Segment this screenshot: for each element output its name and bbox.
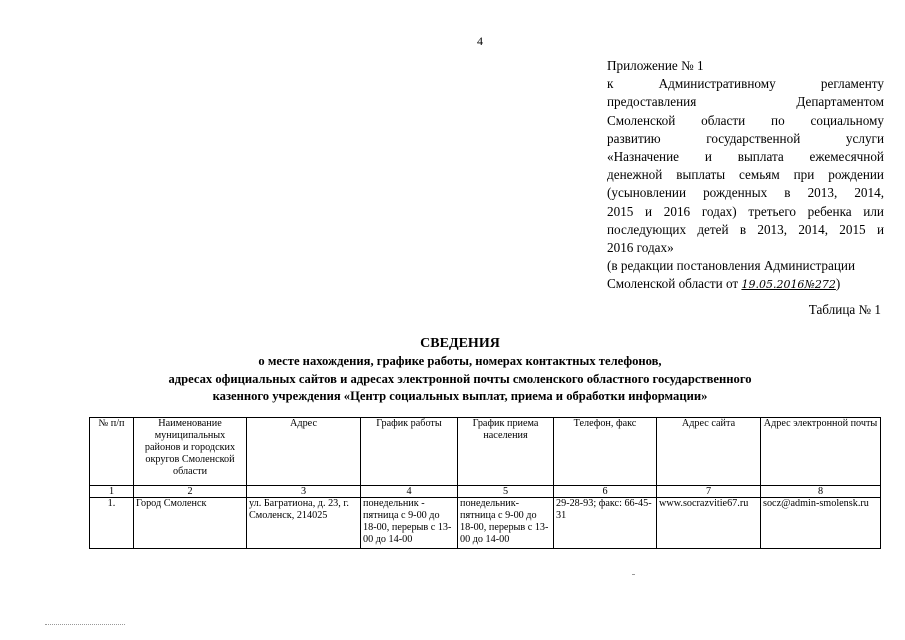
table-label: Таблица № 1	[808, 302, 881, 317]
signature-date: 19.05.2016	[741, 278, 805, 292]
appendix-line-suffix: )	[835, 276, 841, 292]
subtitle-line: казенного учреждения «Центр социальных выплат, приема и обработки информации»	[212, 389, 708, 403]
header-cell: График приема населения	[458, 418, 554, 486]
scan-dotted-line	[45, 624, 125, 625]
appendix-block	[607, 57, 884, 295]
column-number-row	[90, 486, 881, 498]
appendix-line: к Административному регламенту	[607, 76, 884, 92]
subtitle-line: о месте нахождения, графике работы, номерах контактных телефонов,	[258, 354, 662, 368]
header-cell: Адрес	[247, 418, 361, 486]
column-number: 7	[657, 486, 761, 498]
table-header-row	[90, 418, 881, 486]
appendix-last-line	[607, 275, 884, 294]
subtitle	[40, 353, 880, 406]
table-row	[90, 498, 881, 549]
header-cell: Адрес сайта	[657, 418, 761, 486]
column-number: 8	[761, 486, 881, 498]
address-cell: ул. Багратиона, д. 23, г. Смоленск, 214025	[247, 498, 361, 549]
info-table	[89, 417, 881, 549]
appendix-line: последующих детей в 2013, 2014, 2015 и	[607, 221, 884, 237]
page-number: 4	[477, 34, 483, 48]
appendix-line: 2015 и 2016 годах) третьего ребенка или	[607, 203, 884, 219]
appendix-line: (усыновлении рожденных в 2013, 2014,	[607, 185, 884, 201]
work-schedule-cell: понедельник - пятница с 9-00 до 18-00, перерыв с 13-00 до 14-00	[361, 498, 458, 549]
appendix-line: развитию государственной услуги	[607, 130, 884, 146]
appendix-line: Смоленской области по социальному	[607, 112, 884, 128]
column-number: 6	[554, 486, 657, 498]
appendix-line-prefix: Смоленской области от	[607, 276, 742, 292]
appendix-line: предоставления Департаментом	[607, 94, 884, 110]
appendix-line: денежной выплаты семьям при рождении	[607, 167, 884, 183]
column-number: 3	[247, 486, 361, 498]
appendix-line: Приложение № 1	[607, 58, 704, 73]
phone-cell: 29-28-93; факс: 66-45-31	[554, 498, 657, 549]
subtitle-line: адресах официальных сайтов и адресах электронной почты смоленского областного государственного	[168, 371, 752, 386]
page-title: СВЕДЕНИЯ	[420, 336, 500, 351]
column-number: 1	[90, 486, 134, 498]
appendix-line: (в редакции постановления Администрации	[607, 258, 855, 274]
appendix-line: «Назначение и выплата ежемесячной	[607, 149, 884, 165]
column-number: 4	[361, 486, 458, 498]
row-number: 1.	[90, 498, 134, 549]
appendix-line: 2016 годах»	[607, 240, 674, 256]
header-cell: График работы	[361, 418, 458, 486]
header-cell: Телефон, факс	[554, 418, 657, 486]
reception-schedule-cell: понедельник- пятница с 9-00 до 18-00, перерыв с 13-00 до 14-00	[458, 498, 554, 549]
district-cell: Город Смоленск	[134, 498, 247, 549]
header-cell: Адрес электронной почты	[761, 418, 881, 486]
email-link[interactable]: socz@admin-smolensk.ru	[761, 498, 881, 549]
column-number: 2	[134, 486, 247, 498]
column-number: 5	[458, 486, 554, 498]
website-link[interactable]: www.socrazvitie67.ru	[657, 498, 761, 549]
header-cell: № п/п	[90, 418, 134, 486]
signature-number: №272	[804, 278, 836, 292]
scan-mark	[632, 574, 635, 575]
header-cell: Наименование муниципальных районов и городских округов Смоленской области	[134, 418, 247, 486]
